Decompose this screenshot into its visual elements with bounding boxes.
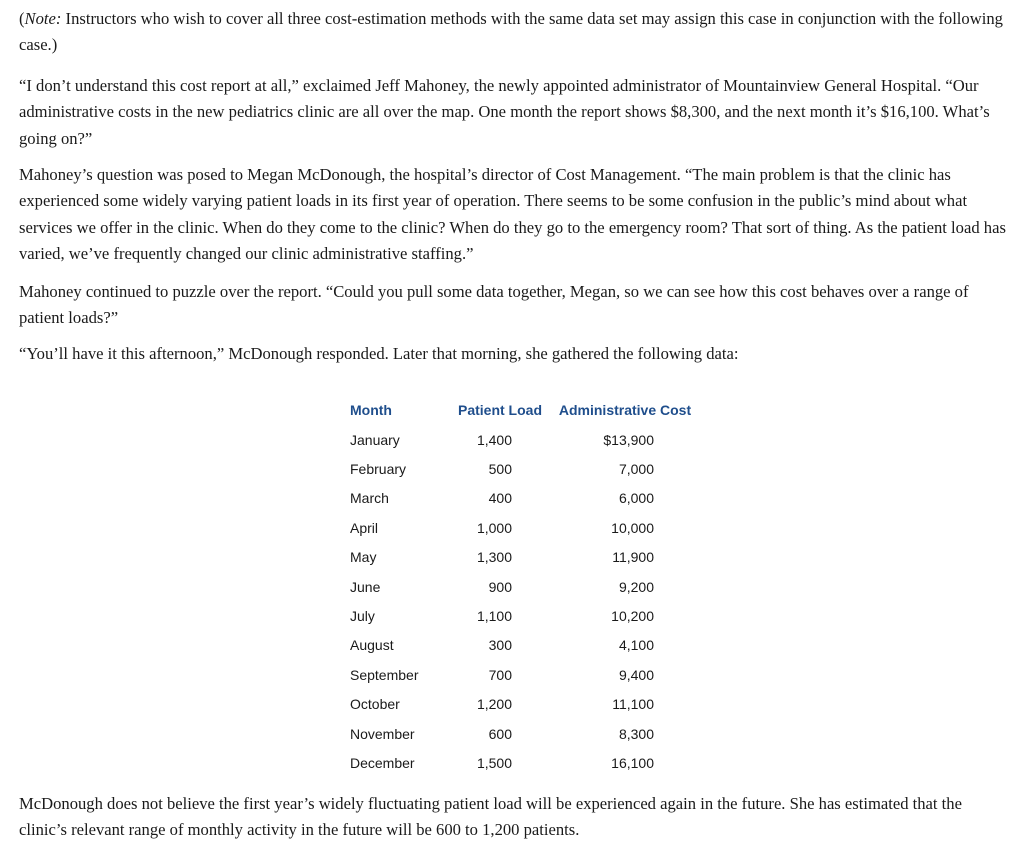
cell-cost: 4,100 bbox=[618, 637, 654, 654]
table-row bbox=[330, 543, 714, 572]
cell-load: 1,200 bbox=[476, 696, 512, 713]
cost-data-table bbox=[330, 395, 714, 778]
paragraph-data-intro: “You’ll have it this afternoon,” McDonough responded. Later that morning, she gathered the following data: bbox=[19, 344, 739, 364]
paragraph-mcdonough-reply: Mahoney’s question was posed to Megan McDonough, the hospital’s director of Cost Management. “The main problem is that the clinic has experienced some widely varying patient loads in its first year of operation. There seems to be some confusion in the public’s mind about what services we offer in the clinic. When do they come to the clinic? When do they go to the emergency room? That sort of thing. As the patient load has varied, we’ve frequently changed our clinic administrative staffing.” bbox=[19, 165, 1006, 264]
cell-load: 1,400 bbox=[476, 431, 512, 448]
cell-cost: $13,900 bbox=[603, 431, 654, 448]
cell-cost: 6,000 bbox=[618, 490, 654, 507]
table-row bbox=[330, 660, 714, 689]
paragraph-mahoney-request: Mahoney continued to puzzle over the report. “Could you pull some data together, Megan, so we can see how this cost behaves over a range of patient loads?” bbox=[19, 281, 969, 328]
cell-cost: 7,000 bbox=[618, 461, 654, 478]
cell-load: 600 bbox=[488, 725, 512, 742]
instructor-note bbox=[19, 6, 1009, 59]
table-row bbox=[330, 601, 714, 630]
cell-month: June bbox=[350, 578, 381, 595]
table-header-row bbox=[330, 395, 714, 425]
note-open-paren: ( bbox=[19, 9, 25, 28]
cell-cost: 11,900 bbox=[612, 549, 654, 566]
cell-load: 700 bbox=[488, 666, 512, 683]
table-row bbox=[330, 748, 714, 777]
closing-section bbox=[19, 791, 1009, 844]
table-row bbox=[330, 631, 714, 660]
note-text: Instructors who wish to cover all three cost-estimation methods with the same data set may assign this case in conjunction with the following case.) bbox=[19, 9, 1003, 55]
cell-cost: 8,300 bbox=[618, 725, 654, 742]
cell-month: April bbox=[350, 519, 379, 536]
note-label: Note: bbox=[24, 9, 62, 28]
table-row bbox=[330, 513, 714, 542]
cell-cost: 9,200 bbox=[618, 578, 654, 595]
paragraph-mahoney-quote: “I don’t understand this cost report at all,” exclaimed Jeff Mahoney, the newly appointed administrator of Mountainview General Hospital. “Our administrative costs in the new pediatrics clinic are all over the map. One month the report shows $8,300, and the next month it’s $16,100. What’s going on?” bbox=[19, 75, 990, 148]
cell-cost: 11,100 bbox=[612, 696, 654, 713]
table-row bbox=[330, 690, 714, 719]
paragraph-closing: McDonough does not believe the first year’s widely fluctuating patient load will be experienced again in the future. She has estimated that the clinic’s relevant range of monthly activity in the future will be 600 to 1,200 patients. bbox=[19, 794, 962, 840]
cell-cost: 9,400 bbox=[618, 666, 654, 683]
table-row bbox=[330, 425, 714, 454]
table-body bbox=[330, 425, 714, 778]
cell-month: December bbox=[350, 754, 415, 771]
cell-month: October bbox=[350, 696, 400, 713]
cell-load: 500 bbox=[488, 461, 512, 478]
table-row bbox=[330, 484, 714, 513]
case-document bbox=[19, 6, 1009, 368]
cell-month: February bbox=[350, 461, 407, 478]
cell-cost: 16,100 bbox=[611, 754, 654, 771]
cell-load: 400 bbox=[488, 490, 512, 507]
cell-load: 1,300 bbox=[476, 549, 512, 566]
cell-month: May bbox=[350, 549, 377, 566]
cell-load: 1,100 bbox=[476, 608, 512, 625]
cell-month: August bbox=[350, 637, 394, 654]
table-row bbox=[330, 454, 714, 483]
cell-cost: 10,000 bbox=[611, 519, 654, 536]
cell-load: 1,500 bbox=[476, 754, 512, 771]
cell-month: July bbox=[350, 608, 375, 625]
cell-cost: 10,200 bbox=[611, 608, 654, 625]
cell-load: 1,000 bbox=[476, 519, 512, 536]
header-administrative-cost: Administrative Cost bbox=[558, 402, 692, 418]
cell-month: March bbox=[350, 490, 389, 507]
cell-month: January bbox=[350, 431, 400, 448]
table-row bbox=[330, 572, 714, 601]
cell-load: 300 bbox=[488, 637, 512, 654]
header-month: Month bbox=[350, 402, 392, 418]
cell-load: 900 bbox=[488, 578, 512, 595]
cell-month: November bbox=[350, 725, 415, 742]
header-patient-load: Patient Load bbox=[457, 402, 542, 418]
cell-month: September bbox=[350, 666, 419, 683]
table-row bbox=[330, 719, 714, 748]
